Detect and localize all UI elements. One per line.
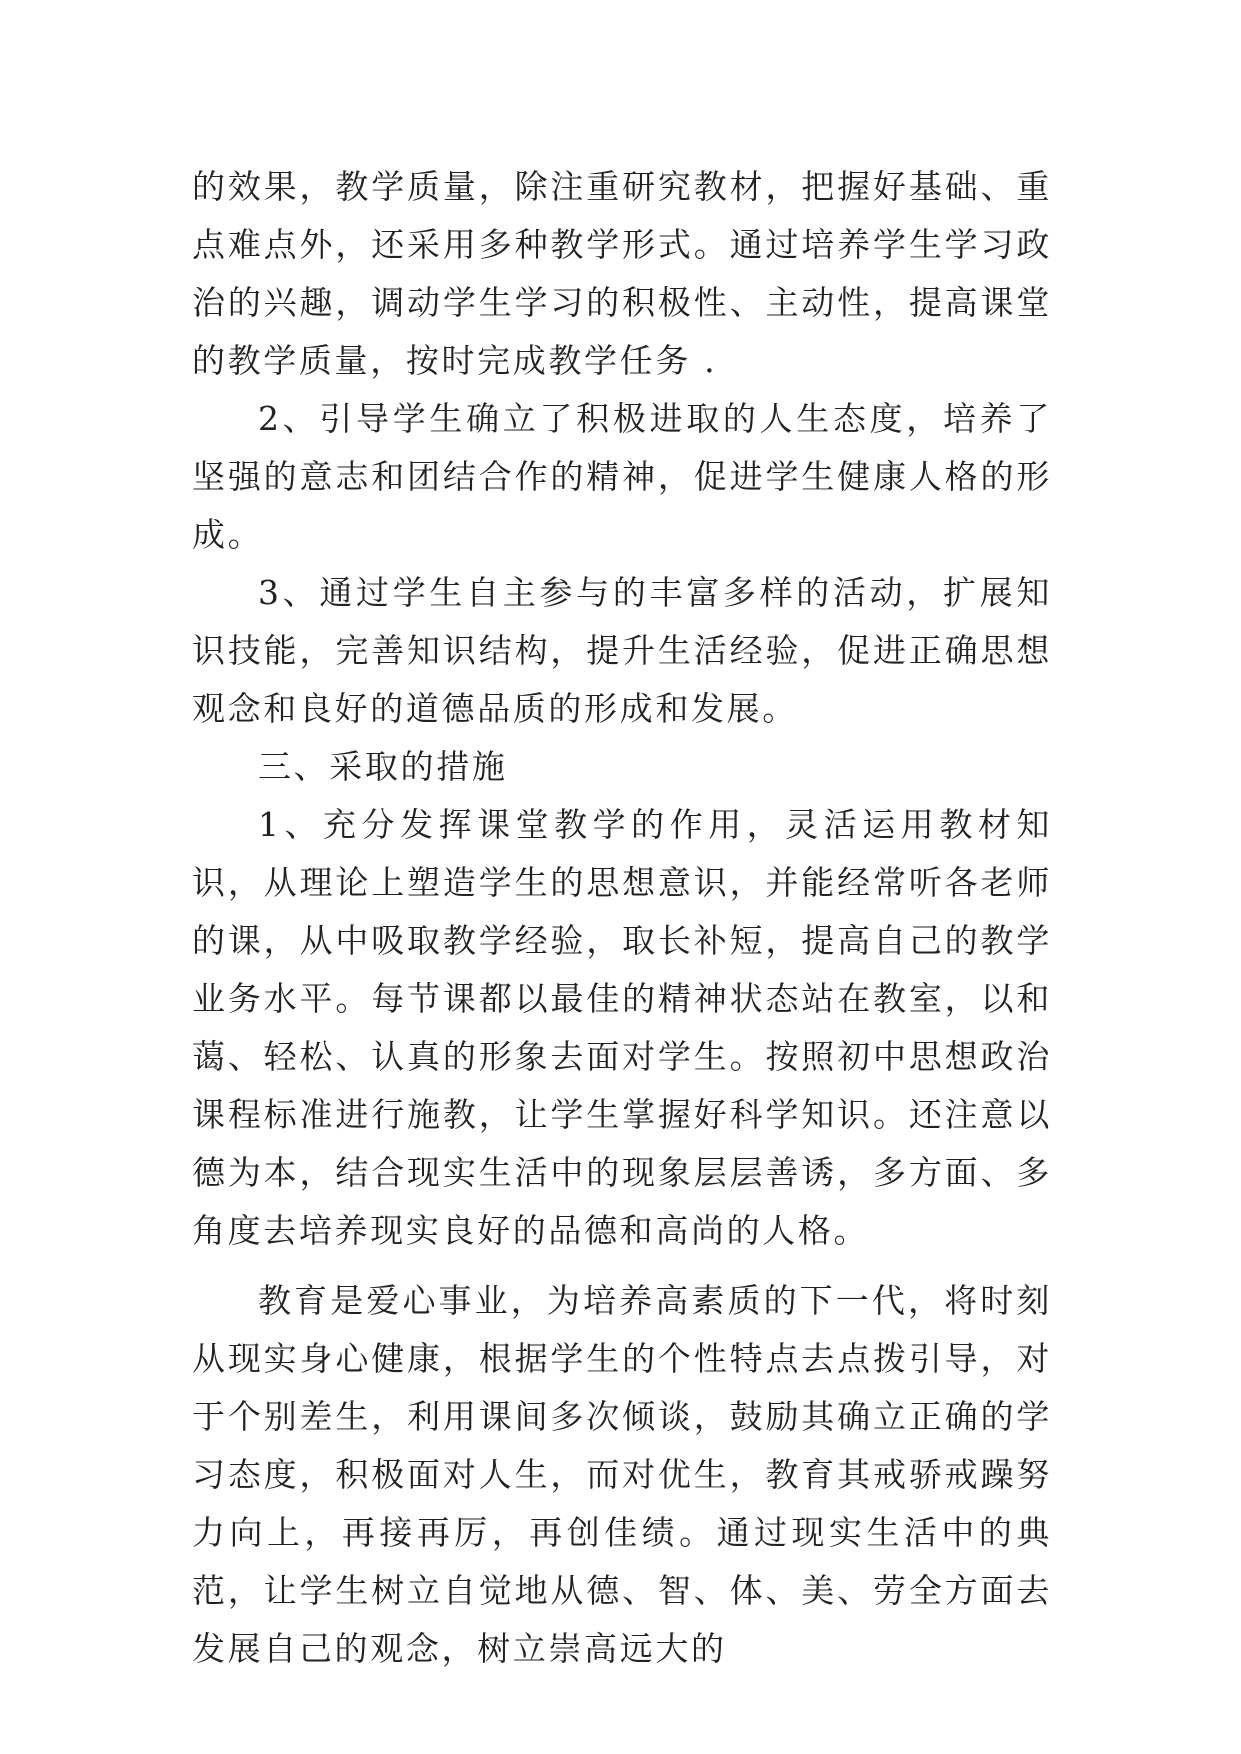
paragraph-item-2: 2、引导学生确立了积极进取的人生态度，培养了坚强的意志和团结合作的精神，促进学生健康人格的形成。 xyxy=(192,399,1052,554)
paragraph-education: 教育是爱心事业，为培养高素质的下一代，将时刻从现实身心健康，根据学生的个性特点去点拨引导，对于个别差生，利用课间多次倾谈，鼓励其确立正确的学习态度，积极面对人生，而对优生，教育其戒骄戒躁努力向上，再接再厉，再创佳绩。通过现实生活中的典范，让学生树立自觉地从德、智、体、美、劳全方面去发展自己的观念，树立崇高远大的 xyxy=(192,1281,1052,1668)
section-heading-measures: 三、采取的措施 xyxy=(258,747,508,786)
document-body xyxy=(192,158,1052,1678)
paragraph-measure-1: 1、充分发挥课堂教学的作用，灵活运用教材知识，从理论上塑造学生的思想意识，并能经常听各老师的课，从中吸取教学经验，取长补短，提高自己的教学业务水平。每节课都以最佳的精神状态站在教室，以和蔼、轻松、认真的形象去面对学生。按照初中思想政治课程标准进行施教，让学生掌握好科学知识。还注意以德为本，结合现实生活中的现象层层善诱，多方面、多角度去培养现实良好的品德和高尚的人格。 xyxy=(192,805,1052,1250)
paragraph-continuation: 的效果，教学质量，除注重研究教材，把握好基础、重点难点外，还采用多种教学形式。通过培养学生学习政治的兴趣，调动学生学习的积极性、主动性，提高课堂的教学质量，按时完成教学任务 . xyxy=(192,167,1052,380)
paragraph-item-3: 3、通过学生自主参与的丰富多样的活动，扩展知识技能，完善知识结构，提升生活经验，促进正确思想观念和良好的道德品质的形成和发展。 xyxy=(192,573,1052,728)
